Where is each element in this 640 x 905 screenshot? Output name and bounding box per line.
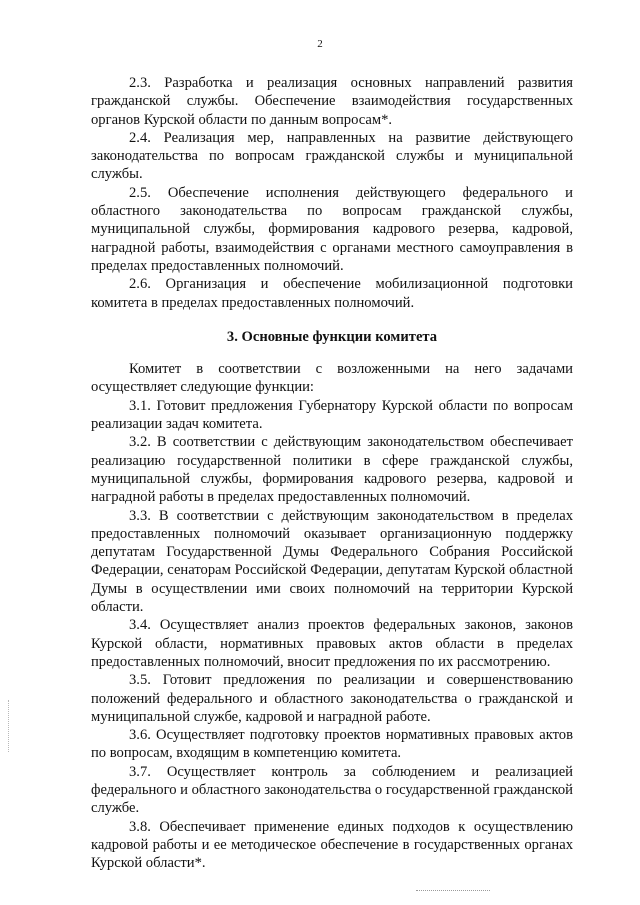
page-number: 2 [317, 38, 323, 50]
paragraph-3-2: 3.2. В соответствии с действующим законодательством обеспечивает реализацию государственной политики в сфере гражданской службы, муниципальной службы, формирования кадрового резерва, кадровой и наградной работы в пределах предоставленных полномочий. [91, 434, 573, 506]
paragraph-3-3: 3.3. В соответствии с действующим законодательством в пределах предоставленных полномочий оказывает организационную поддержку депутатам Государственной Думы Федерального Собрания Российской Федерации, сенаторам Российской Федерации, депутатам Курской областной Думы в осуществлении ими своих полномочий на территории Курской области. [91, 507, 573, 616]
scan-artifact-mark [8, 700, 11, 752]
paragraph-2-4: 2.4. Реализация мер, направленных на развитие действующего законодательства по вопросам гражданской службы и муниципальной службы. [91, 129, 573, 183]
paragraph-3-8: 3.8. Обеспечивает применение единых подходов к осуществлению кадровой работы и ее методическое обеспечение в государственных органах Курской области*. [91, 818, 573, 872]
paragraph-3-4: 3.4. Осуществляет анализ проектов федеральных законов, законов Курской области, нормативных правовых актов области в пределах предоставленных полномочий, вносит предложения по их рассмотрению. [91, 617, 573, 670]
document-body [91, 74, 573, 872]
paragraph-2-6: 2.6. Организация и обеспечение мобилизационной подготовки комитета в пределах предоставленных полномочий. [91, 276, 573, 311]
paragraph-3-6: 3.6. Осуществляет подготовку проектов нормативных правовых актов по вопросам, входящим в компетенцию комитета. [91, 727, 573, 762]
paragraph-3-7: 3.7. Осуществляет контроль за соблюдением и реализацией федерального и областного законодательства о государственной гражданской службе. [91, 763, 573, 817]
paragraph-3-5: 3.5. Готовит предложения по реализации и совершенствованию положений федерального и областного законодательства о гражданской и муниципальной службе, кадровой и наградной работе. [91, 672, 573, 725]
paragraph-intro: Комитет в соответствии с возложенными на него задачами осуществляет следующие функции: [91, 361, 573, 396]
paragraph-2-5: 2.5. Обеспечение исполнения действующего федерального и областного законодательства по вопросам гражданской службы, муниципальной службы, формирования кадрового резерва, кадровой, наградной работы, взаимодействия с органами местного самоуправления в пределах предоставленных полномочий. [91, 184, 573, 274]
paragraph-3-1: 3.1. Готовит предложения Губернатору Курской области по вопросам реализации задач комитета. [91, 397, 573, 433]
section-title: 3. Основные функции комитета [226, 328, 438, 345]
paragraph-2-3: 2.3. Разработка и реализация основных направлений развития гражданской службы. Обеспечение взаимодействия государственных органов Курской области по данным вопросам*. [91, 75, 573, 128]
footer-dotted-mark [416, 890, 490, 892]
